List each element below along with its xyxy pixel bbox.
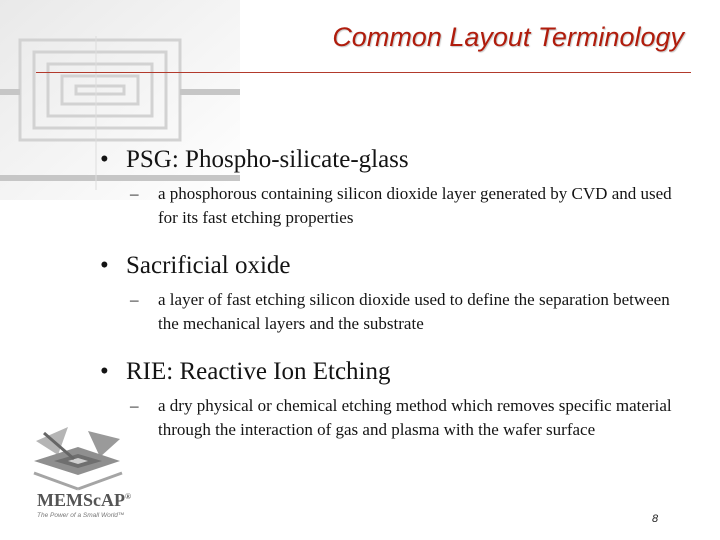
registered-mark: ®: [124, 492, 131, 501]
dash-icon: –: [130, 290, 139, 309]
company-tagline: The Power of a Small World™: [37, 512, 125, 519]
bullet-item: [100, 356, 680, 388]
company-logo-text: [37, 490, 131, 511]
bullet-list: [100, 144, 680, 462]
sub-bullet-text: a layer of fast etching silicon dioxide used to define the separation between the mechanical layers and the substrate: [158, 290, 670, 333]
sub-bullet-item: [100, 288, 680, 336]
sub-bullet-text: a phosphorous containing silicon dioxide layer generated by CVD and used for its fast etching properties: [158, 184, 672, 227]
bullet-icon: •: [100, 358, 109, 385]
dash-icon: –: [130, 396, 139, 415]
sub-bullet-item: [100, 182, 680, 230]
page-number: 8: [652, 513, 659, 525]
slide-title: Common Layout Terminology: [332, 22, 684, 52]
bullet-item: [100, 250, 680, 282]
title-divider: [36, 72, 691, 73]
bullet-item: [100, 144, 680, 176]
bullet-term: Sacrificial oxide: [126, 252, 291, 279]
memscap-logo-icon: [28, 425, 128, 493]
bullet-term: RIE: Reactive Ion Etching: [126, 358, 391, 385]
bullet-icon: •: [100, 252, 109, 279]
dash-icon: –: [130, 184, 139, 203]
bullet-term: PSG: Phospho-silicate-glass: [126, 146, 409, 173]
sub-bullet-text: a dry physical or chemical etching method which removes specific material through the interaction of gas and plasma with the wafer surface: [158, 396, 672, 439]
bullet-icon: •: [100, 146, 109, 173]
company-name: MEMScAP: [37, 490, 125, 510]
sub-bullet-item: [100, 394, 680, 442]
